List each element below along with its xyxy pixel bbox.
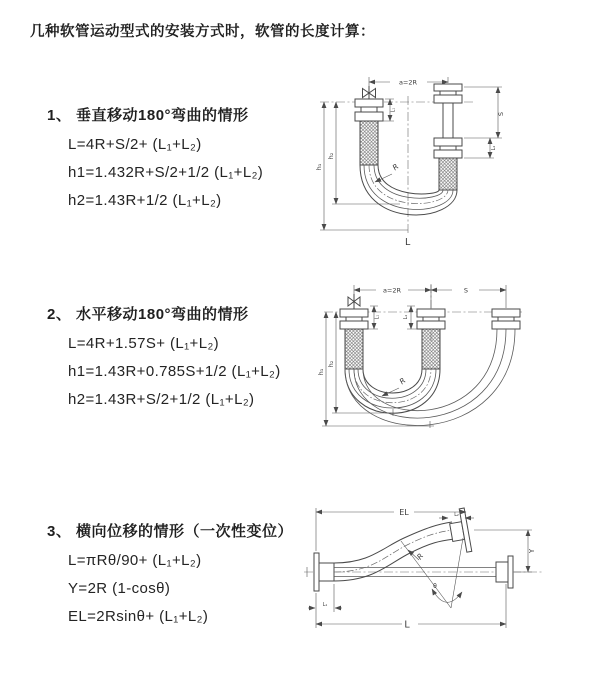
dim-label-l1: L₁ [391,107,397,113]
section-2-heading: 2、 水平移动180°弯曲的情形 [47,306,249,323]
formula-line: EL=2Rsinθ+ (L₁+L₂) [68,608,209,625]
dim-label-l1: L₁ [375,314,381,320]
dim-label-span: a=2R [382,286,402,295]
left-hose-fitting [355,99,383,165]
radius-label: R [390,161,401,173]
dim-label-h1: h₁ [317,368,325,376]
section-1 [47,104,347,219]
section-3-heading: 3、 横向位移的情形（一次性变位） [47,523,294,540]
length-label: L [405,237,411,248]
formula-line: L=πRθ/90+ (L₁+L₂) [68,552,202,569]
diagram-lateral-displacement [300,496,550,644]
dim-label-length: L [404,619,410,631]
formula-line: h2=1.43R+1/2 (L₁+L₂) [68,192,222,209]
left-flange [314,553,334,591]
dim-label-l1: L₁ [322,603,328,608]
moved-hose-fitting [492,309,520,329]
valve-icon [363,86,376,99]
valve-icon [348,294,360,309]
dim-label-stroke: S [497,111,505,117]
middle-hose-fitting [417,309,445,369]
section-1-heading: 1、 垂直移动180°弯曲的情形 [47,107,249,124]
dim-label-el: EL [399,508,409,517]
angle-label: θ [433,583,437,590]
radius-label: R [397,375,408,387]
formula-line: h1=1.43R+0.785S+1/2 (L₁+L₂) [68,363,281,380]
left-hose-fitting [340,309,368,369]
formula-line: L=4R+S/2+ (L₁+L₂) [68,136,202,153]
dim-label-l2: L₂ [492,145,497,151]
dim-label-span: a=2R [398,78,418,87]
radius-label: R [414,551,426,562]
dim-label-l2: L₂ [404,314,409,320]
formula-line: Y=2R (1-cosθ) [68,580,171,597]
dim-label-l2: L₂ [454,513,459,518]
diagram-horizontal-bend [316,280,532,458]
dim-label-h2: h₂ [327,360,335,368]
formula-line: h2=1.43R+S/2+1/2 (L₁+L₂) [68,391,255,408]
elevated-flange [447,508,471,554]
dim-label-h2: h₂ [327,152,335,160]
formula-line: h1=1.432R+S/2+1/2 (L₁+L₂) [68,164,264,181]
dim-label-y: Y [528,548,536,554]
formula-line: L=4R+1.57S+ (L₁+L₂) [68,335,220,352]
angle-construction [401,538,463,608]
dim-label-stroke: S [463,286,469,295]
right-hose-fitting [434,84,462,190]
section-2 [47,303,347,418]
dim-label-h1: h₁ [315,163,323,171]
page-title: 几种软管运动型式的安装方式时，软管的长度计算： [30,24,375,40]
diagram-vertical-bend [312,72,522,248]
